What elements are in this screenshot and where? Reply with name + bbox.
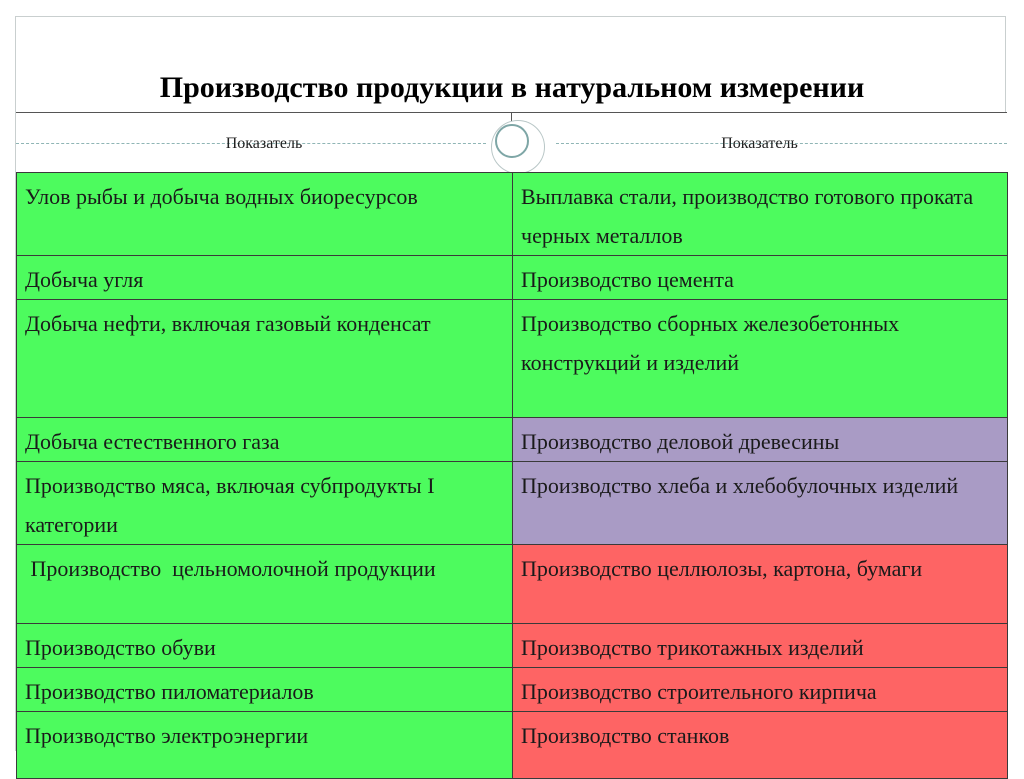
table-cell-left: Производство пиломатериалов xyxy=(17,668,513,712)
table-header xyxy=(16,112,1007,173)
table-row xyxy=(17,256,1008,300)
table-cell-left: Добыча нефти, включая газовый конденсат xyxy=(17,300,513,418)
table-cell-right: Производство сборных железобетонных конструкций и изделий xyxy=(513,300,1008,418)
table-cell-left: Добыча естественного газа xyxy=(17,418,513,462)
table-row xyxy=(17,418,1008,462)
table-cell-left: Добыча угля xyxy=(17,256,513,300)
table-row xyxy=(17,545,1008,624)
table-cell-right: Производство целлюлозы, картона, бумаги xyxy=(513,545,1008,624)
table-cell-left: Производство мяса, включая субпродукты I категории xyxy=(17,462,513,545)
header-cell-indicator-2: Показатель xyxy=(721,134,798,152)
table-cell-left: Улов рыбы и добыча водных биоресурсов xyxy=(17,173,513,256)
table-row xyxy=(17,300,1008,418)
indicators-table xyxy=(16,172,1008,779)
header-cell-indicator-1: Показатель xyxy=(225,134,303,152)
table-cell-right: Производство деловой древесины xyxy=(513,418,1008,462)
table-row xyxy=(17,173,1008,256)
table-cell-left: Производство электроэнергии xyxy=(17,712,513,779)
table-row xyxy=(17,462,1008,545)
table-cell-right: Производство строительного кирпича xyxy=(513,668,1008,712)
table-cell-right: Производство цемента xyxy=(513,256,1008,300)
page-title: Производство продукции в натуральном измерении xyxy=(159,71,865,104)
table-cell-right: Производство станков xyxy=(513,712,1008,779)
table-cell-right: Производство хлеба и хлебобулочных изделий xyxy=(513,462,1008,545)
table-row xyxy=(17,712,1008,779)
table-cell-right: Выплавка стали, производство готового проката черных металлов xyxy=(513,173,1008,256)
decorative-ring-inner-icon xyxy=(495,124,529,158)
table-cell-left: Производство цельномолочной продукции xyxy=(17,545,513,624)
table-cell-right: Производство трикотажных изделий xyxy=(513,624,1008,668)
table-row xyxy=(17,668,1008,712)
table-cell-left: Производство обуви xyxy=(17,624,513,668)
table-row xyxy=(17,624,1008,668)
